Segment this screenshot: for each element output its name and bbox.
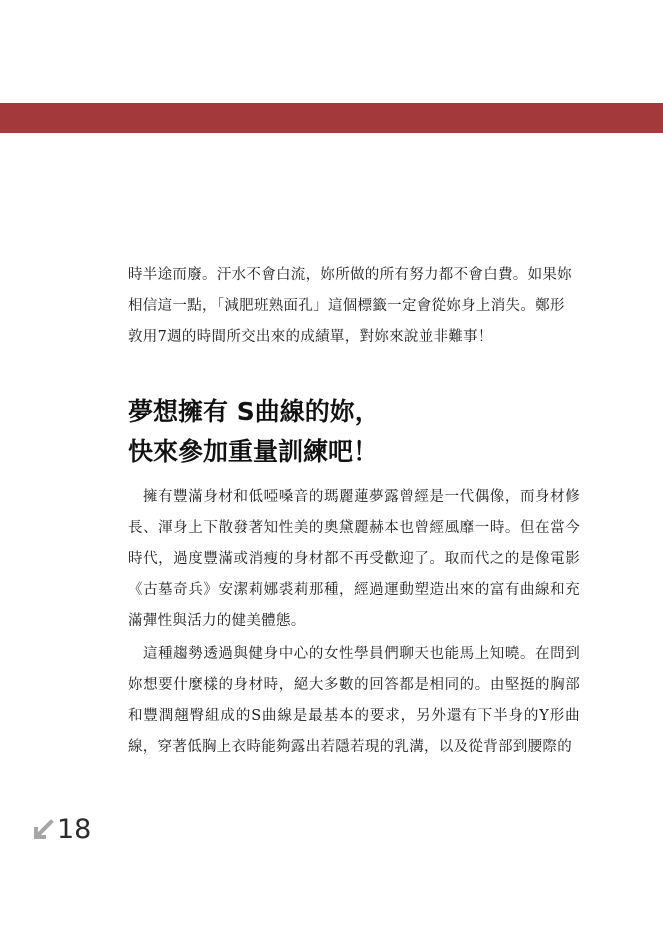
section-heading-line: 快來參加重量訓練吧！ bbox=[128, 437, 379, 466]
intro-line: 相信這一點，「減肥班熟面孔」這個標籤一定會從妳身上消失。鄭形 bbox=[128, 298, 565, 314]
intro-line: 時半途而廢。汗水不會白流，妳所做的所有努力都不會白費。如果妳 bbox=[128, 267, 572, 283]
section-heading-line: 夢想擁有 S曲線的妳， bbox=[128, 397, 380, 426]
section-body bbox=[128, 482, 580, 763]
body-paragraph: 擁有豐滿身材和低啞嗓音的瑪麗蓮夢露曾經是一代偶像，而身材修長、渾身上下散發著知性美的奧黛麗赫本也曾經風靡一時。但在當今時代，過度豐滿或消瘦的身材都不再受歡迎了。取而代之的是像電影《古墓奇兵》安潔莉娜裘莉那種，經過運動塑造出來的富有曲線和充滿彈性與活力的健美體態。 bbox=[128, 489, 580, 629]
arrow-down-left-icon bbox=[31, 818, 55, 842]
page-footer bbox=[31, 812, 91, 848]
intro-line: 敦用7週的時間所交出來的成績單，對妳來說並非難事！ bbox=[128, 329, 493, 345]
page-number: 18 bbox=[57, 814, 92, 845]
section-heading bbox=[128, 392, 588, 472]
header-band bbox=[0, 103, 663, 133]
body-paragraph: 這種趨勢透過與健身中心的女性學員們聊天也能馬上知曉。在問到妳想要什麼樣的身材時，絕大多數的回答都是相同的。由堅挺的胸部和豐潤翹臀組成的S曲線是最基本的要求，另外還有下半身的Y形曲線，穿著低胸上衣時能夠露出若隱若現的乳溝，以及從背部到腰際的 bbox=[128, 646, 580, 755]
intro-text bbox=[128, 260, 580, 353]
